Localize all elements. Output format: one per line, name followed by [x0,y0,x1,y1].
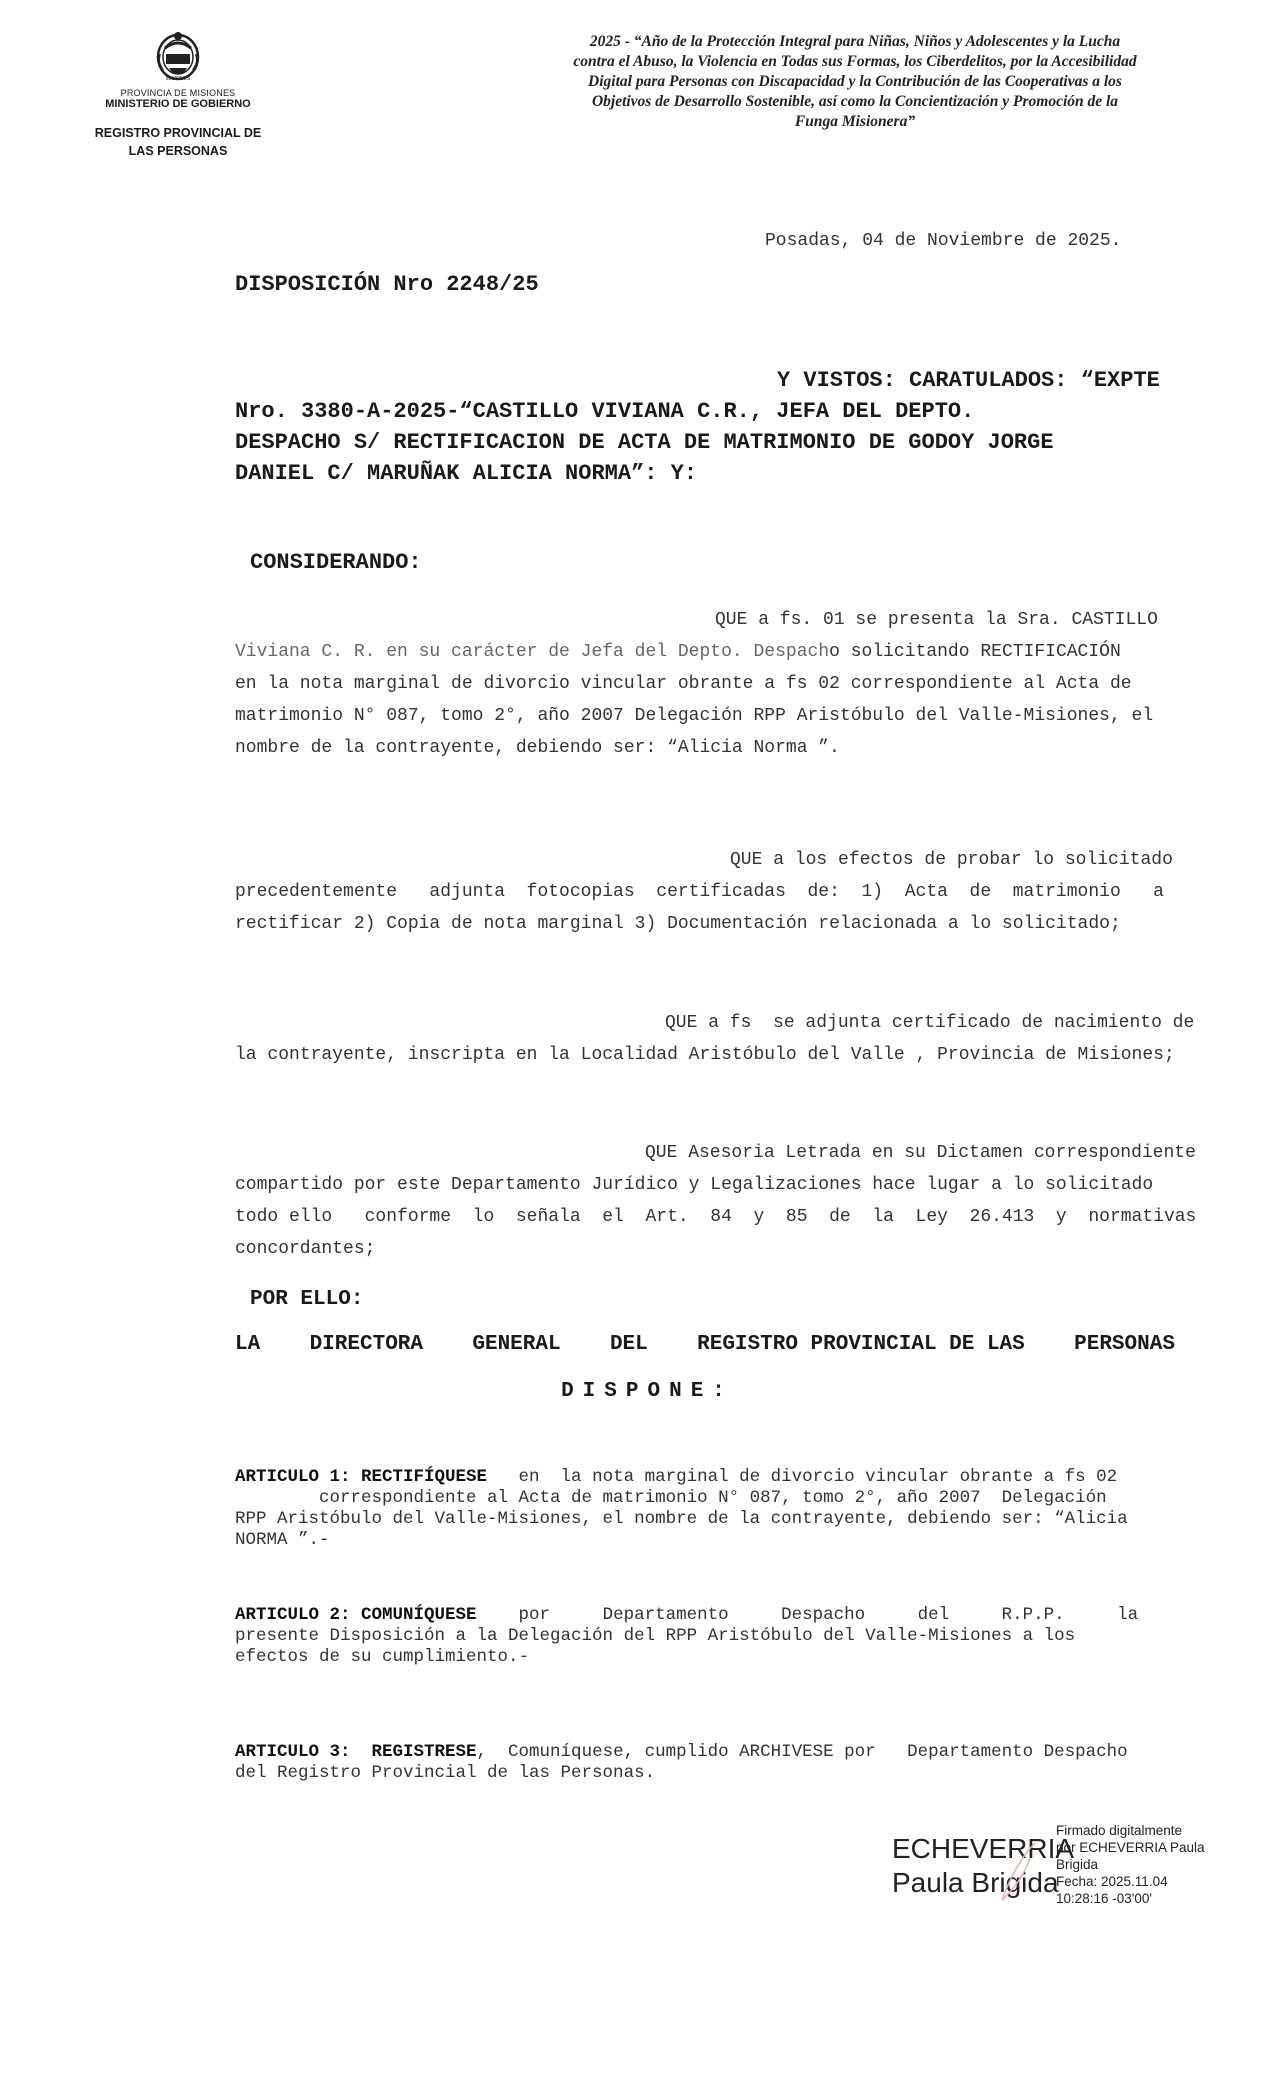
year-motto [540,32,1170,132]
signature-detail-line: 10:28:16 -03'00' [1056,1891,1152,1906]
motto-line: 2025 - “Año de la Protección Integral para Niñas, Niños y Adolescentes y la Lucha [589,33,1121,50]
motto-line: contra el Abuso, la Violencia en Todas sus Formas, los Ciberdelitos, por la Accesibilidad [573,53,1137,70]
por-ello-heading: POR ELLO: [250,1288,364,1311]
article-line: correspondiente al Acta de matrimonio N° 087, tomo 2°, año 2007 Delegación [235,1488,1107,1508]
considerando-paragraph-4 [235,1137,1217,1265]
article-line: ARTICULO 2: COMUNÍQUESE por Departamento Despacho del R.P.P. la [235,1605,1139,1625]
paragraph-line: nombre de la contrayente, debiendo ser: “Alicia Norma ”. [235,738,840,758]
ministry-logo [88,24,268,160]
provincial-seal-icon [147,24,209,86]
registry-name-line: LAS PERSONAS [128,144,228,158]
directora-word: DIRECTORA [309,1333,423,1356]
signature-name-line: ECHEVERRIA [892,1833,1075,1864]
article-line: NORMA ”.- [235,1530,330,1550]
paragraph-line: QUE Asesoria Letrada en su Dictamen correspondiente [645,1143,1196,1163]
signature-stroke-icon [990,1838,1050,1908]
motto-line: Funga Misionera” [794,113,916,130]
signature-name-line: Paula Brigida [892,1867,1059,1898]
signature-detail-line: Brigida [1056,1857,1099,1872]
article-line: ARTICULO 3: REGISTRESE, Comuníquese, cumplido ARCHIVESE por Departamento Despacho [235,1742,1128,1762]
considerando-paragraph-2 [235,844,1217,940]
article-line: RPP Aristóbulo del Valle-Misiones, el nombre de la contrayente, debiendo ser: “Alicia [235,1509,1128,1529]
directora-word: LA [235,1333,261,1356]
registry-name [88,124,268,160]
signature-detail-line: Fecha: 2025.11.04 [1056,1874,1168,1889]
considerando-paragraph-3 [235,1007,1217,1071]
article-line: del Registro Provincial de las Personas. [235,1763,656,1783]
vistos-line: Nro. 3380-A-2025-“CASTILLO VIVIANA C.R., JEFA DEL DEPTO. [235,399,975,424]
article-line: efectos de su cumplimiento.- [235,1647,530,1667]
article-3 [235,1742,1217,1784]
vistos-line: DANIEL C/ MARUÑAK ALICIA NORMA”: Y: [235,461,698,486]
paragraph-line: todo ello conforme lo señala el Art. 84 y 85 de la Ley 26.413 y normativas [235,1207,1197,1227]
signature-detail-line: Firmado digitalmente [1056,1823,1183,1838]
paragraph-line: la contrayente, inscripta en la Localidad Aristóbulo del Valle , Provincia de Misiones; [235,1045,1175,1065]
directora-word: GENERAL [472,1333,561,1356]
paragraph-line: QUE a fs. 01 se presenta la Sra. CASTILLO [715,610,1158,630]
paragraph-line: QUE a fs se adjunta certificado de nacimiento de [665,1013,1195,1033]
signature-detail-line: por ECHEVERRIA Paula [1056,1840,1205,1855]
article-line: presente Disposición a la Delegación del RPP Aristóbulo del Valle-Misiones a los [235,1626,1076,1646]
article-2 [235,1605,1217,1668]
paragraph-line: matrimonio N° 087, tomo 2°, año 2007 Delegación RPP Aristóbulo del Valle-Misiones, el [235,706,1154,726]
considerando-paragraph-1 [235,604,1217,764]
ministry-name: MINISTERIO DE GOBIERNO [105,98,251,110]
paragraph-line: QUE a los efectos de probar lo solicitado [730,850,1173,870]
dispone-heading: DISPONE: [561,1380,734,1403]
vistos-line: DESPACHO S/ RECTIFICACION DE ACTA DE MATRIMONIO DE GODOY JORGE [235,430,1054,455]
paragraph-line: compartido por este Departamento Jurídico y Legalizaciones hace lugar a lo solicitado [235,1175,1154,1195]
signature-details [1056,1822,1205,1907]
article-label: ARTICULO 1: RECTIFÍQUESE [235,1467,488,1487]
article-label: ARTICULO 3: REGISTRESE [235,1742,477,1762]
registry-name-line: REGISTRO PROVINCIAL DE [94,126,262,140]
paragraph-line: precedentemente adjunta fotocopias certificadas de: 1) Acta de matrimonio a [235,882,1164,902]
svg-text:MISIONES: MISIONES [165,76,191,82]
paragraph-line: Viviana C. R. en su carácter de Jefa del Depto. Despacho solicitando RECTIFICACIÓN [235,642,1121,662]
motto-line: Digital para Personas con Discapacidad y la Contribución de las Cooperativas a los [588,73,1122,90]
document-date: Posadas, 04 de Noviembre de 2025. [765,231,1122,251]
paragraph-line: en la nota marginal de divorcio vincular obrante a fs 02 correspondiente al Acta de [235,674,1132,694]
paragraph-line: rectificar 2) Copia de nota marginal 3) Documentación relacionada a lo solicitado; [235,914,1121,934]
considerando-heading: CONSIDERANDO: [250,550,422,575]
directora-word: DEL [609,1333,648,1356]
article-label: ARTICULO 2: COMUNÍQUESE [235,1605,477,1625]
paragraph-line: concordantes; [235,1239,376,1259]
directora-word: PERSONAS [1074,1333,1175,1356]
province-name: PROVINCIA DE MISIONES [120,88,236,98]
vistos-section [235,365,1217,489]
article-1 [235,1467,1217,1551]
directora-word: REGISTRO PROVINCIAL DE LAS [697,1333,1025,1356]
disposition-title: DISPOSICIÓN Nro 2248/25 [235,272,539,297]
directora-line [235,1333,1175,1356]
vistos-line: Y VISTOS: CARATULADOS: “EXPTE [777,368,1160,393]
article-line: ARTICULO 1: RECTIFÍQUESE en la nota marginal de divorcio vincular obrante a fs 02 [235,1467,1118,1487]
motto-line: Objetivos de Desarrollo Sostenible, así como la Concientización y Promoción de la [591,93,1119,110]
